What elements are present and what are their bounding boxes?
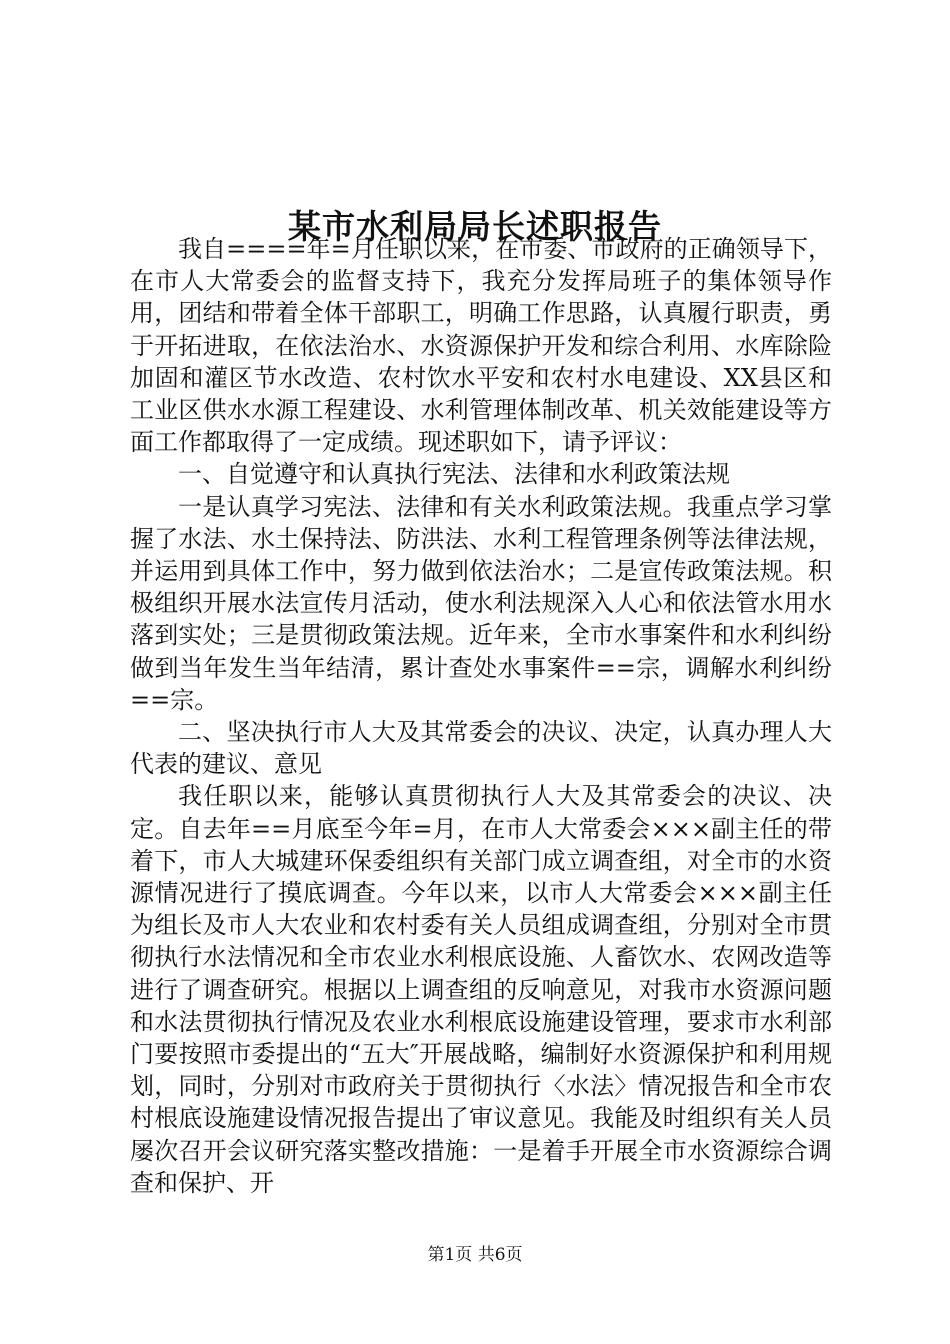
section-heading-2: 二、坚决执行市人大及其常委会的决议、决定，认真办理人大代表的建议、意见 xyxy=(130,718,832,779)
page-number-footer: 第1页 共6页 xyxy=(427,1245,523,1265)
document-body xyxy=(130,233,832,1199)
paragraph-section-2: 我任职以来，能够认真贯彻执行人大及其常委会的决议、决定。自去年==月底至今年=月，在市人大常委会×××副主任的带着下，市人大城建环保委组织有关部门成立调查组，对全市的水资源情况进行了摸底调查。今年以来，以市人大常委会×××副主任为组长及市人大农业和农村委有关人员组成调查组，分别对全市贯彻执行水法情况和全市农业水利根底设施、人畜饮水、农网改造等进行了调查研究。根据以上调查组的反响意见，对我市水资源问题和水法贯彻执行情况及农业水利根底设施建设管理，要求市水利部门要按照市委提出的“五大″开展战略，编制好水资源保护和利用规划，同时，分别对市政府关于贯彻执行〈水法〉情况报告和全市农村根底设施建设情况报告提出了审议意见。我能及时组织有关人员屡次召开会议研究落实整改措施：一是着手开展全市水资源综合调查和保护、开 xyxy=(130,782,832,1197)
paragraph-section-1: 一是认真学习宪法、法律和有关水利政策法规。我重点学习掌握了水法、水土保持法、防洪法、水利工程管理条例等法律法规，并运用到具体工作中，努力做到依法治水；二是宣传政策法规。积极组织开展水法宣传月活动，使水利法规深入人心和依法管水用水落到实处；三是贯彻政策法规。近年来，全市水事案件和水利纠纷做到当年发生当年结清，累计查处水事案件==宗，调解水利纠纷==宗。 xyxy=(130,492,832,714)
document-title: 某市水利局局长述职报告 xyxy=(288,207,662,247)
paragraph-intro: 我自====年=月任职以来，在市委、市政府的正确领导下，在市人大常委会的监督支持下，我充分发挥局班子的集体领导作用，团结和带着全体干部职工，明确工作思路，认真履行职责，勇于开拓进取，在依法治水、水资源保护开发和综合利用、水库除险加固和灌区节水改造、农村饮水平安和农村水电建设、XX县区和工业区供水水源工程建设、水利管理体制改革、机关效能建设等方面工作都取得了一定成绩。现述职如下，请予评议： xyxy=(130,235,832,457)
section-heading-1: 一、自觉遵守和认真执行宪法、法律和水利政策法规 xyxy=(178,460,730,489)
